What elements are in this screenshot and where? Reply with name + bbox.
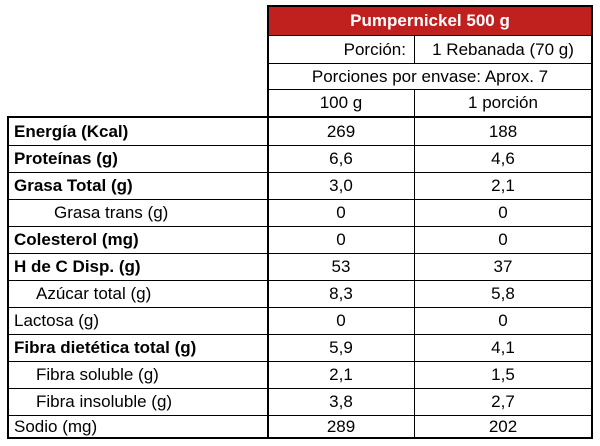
row-label-total-fat: Grasa Total (g) xyxy=(14,176,133,195)
row-value-dietary-fiber-portion: 4,1 xyxy=(491,338,515,357)
row-value-cholesterol-portion: 0 xyxy=(498,230,508,249)
row-value-energy-100g: 269 xyxy=(326,122,356,141)
product-title: Pumpernickel 500 g xyxy=(268,6,592,35)
row-label-carbohydrates: H de C Disp. (g) xyxy=(14,257,141,276)
row-label-protein: Proteínas (g) xyxy=(14,149,118,168)
column-header-100g: 100 g xyxy=(319,93,363,112)
row-value-soluble-fiber-100g: 2,1 xyxy=(329,365,353,384)
row-divider xyxy=(7,199,593,200)
row-value-energy-portion: 188 xyxy=(488,122,518,141)
header-column-divider xyxy=(414,89,415,117)
body-border-right xyxy=(591,116,593,439)
row-value-carbohydrates-portion: 37 xyxy=(493,257,513,276)
row-divider xyxy=(7,307,593,308)
title-divider xyxy=(267,35,593,36)
row-value-protein-portion: 4,6 xyxy=(491,149,515,168)
row-value-lactose-100g: 0 xyxy=(336,311,346,330)
value-column-divider xyxy=(414,116,415,439)
row-value-trans-fat-portion: 0 xyxy=(498,203,508,222)
label-column-divider xyxy=(267,116,269,439)
row-value-insoluble-fiber-100g: 3,8 xyxy=(329,392,353,411)
servings-per-container: Porciones por envase: Aprox. 7 xyxy=(311,66,549,86)
row-value-total-fat-portion: 2,1 xyxy=(491,176,515,195)
row-label-energy: Energía (Kcal) xyxy=(14,122,129,141)
row-label-dietary-fiber: Fibra dietética total (g) xyxy=(14,338,197,357)
portion-divider xyxy=(267,63,593,64)
row-label-total-sugar: Azúcar total (g) xyxy=(36,284,152,303)
portion-column-divider xyxy=(414,35,415,63)
row-label-trans-fat: Grasa trans (g) xyxy=(54,203,169,222)
body-border-bottom xyxy=(7,437,593,439)
row-value-total-sugar-100g: 8,3 xyxy=(329,284,353,303)
row-label-soluble-fiber: Fibra soluble (g) xyxy=(36,365,159,384)
row-label-sodium: Sodio (mg) xyxy=(14,417,98,436)
row-divider xyxy=(7,280,593,281)
row-value-lactose-portion: 0 xyxy=(498,311,508,330)
row-divider xyxy=(7,388,593,389)
row-value-sodium-portion: 202 xyxy=(488,417,518,436)
row-value-dietary-fiber-100g: 5,9 xyxy=(329,338,353,357)
body-border-top xyxy=(7,116,593,118)
row-divider xyxy=(7,361,593,362)
portion-label: Porción: xyxy=(343,39,406,59)
column-header-portion: 1 porción xyxy=(468,93,538,112)
row-value-cholesterol-100g: 0 xyxy=(336,230,346,249)
row-value-trans-fat-100g: 0 xyxy=(336,203,346,222)
row-divider xyxy=(7,334,593,335)
row-label-insoluble-fiber: Fibra insoluble (g) xyxy=(36,392,173,411)
portion-value: 1 Rebanada (70 g) xyxy=(432,39,574,59)
body-border-left xyxy=(7,116,9,439)
row-divider xyxy=(7,172,593,173)
row-divider xyxy=(7,415,593,416)
row-divider xyxy=(7,226,593,227)
row-value-total-fat-100g: 3,0 xyxy=(329,176,353,195)
servings-divider xyxy=(267,89,593,90)
row-value-soluble-fiber-portion: 1,5 xyxy=(491,365,515,384)
header-border-right xyxy=(591,5,593,118)
row-label-cholesterol: Colesterol (mg) xyxy=(14,230,139,249)
row-value-total-sugar-portion: 5,8 xyxy=(491,284,515,303)
header-border-top xyxy=(267,5,593,7)
row-value-sodium-100g: 289 xyxy=(326,417,356,436)
row-label-lactose: Lactosa (g) xyxy=(14,311,100,330)
header-border-left xyxy=(267,5,269,118)
row-value-insoluble-fiber-portion: 2,7 xyxy=(491,392,515,411)
row-value-carbohydrates-100g: 53 xyxy=(331,257,351,276)
row-divider xyxy=(7,253,593,254)
row-divider xyxy=(7,145,593,146)
row-value-protein-100g: 6,6 xyxy=(329,149,353,168)
